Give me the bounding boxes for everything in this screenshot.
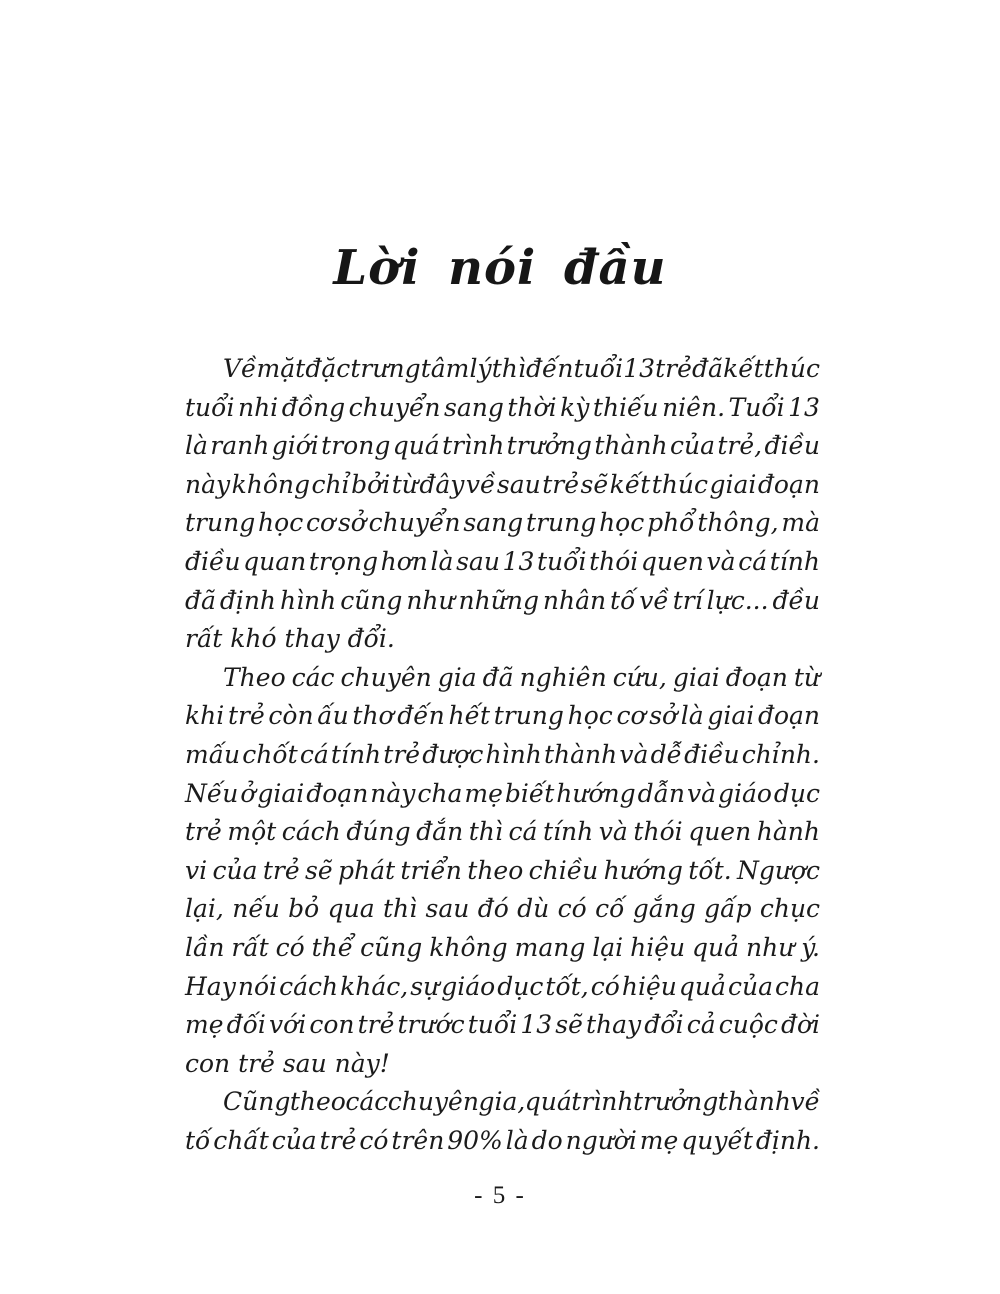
text-line: mẹ đối với con trẻ trước tuổi 13 sẽ thay đổi cả cuộc đời (185, 1010, 821, 1040)
text-line: Về mặt đặc trưng tâm lý thì đến tuổi 13 trẻ đã kết thúc (223, 354, 821, 383)
text-line: Cũng theo các chuyên gia, quá trình trưởng thành về (223, 1087, 820, 1117)
paragraph (185, 1083, 820, 1160)
text-line: Theo các chuyên gia đã nghiên cứu, giai đoạn từ (223, 662, 820, 692)
page-number: - 5 - (474, 1182, 526, 1209)
text-line: trẻ một cách đúng đắn thì cá tính và thói quen hành (185, 817, 821, 847)
text-line: vi của trẻ sẽ phát triển theo chiều hướng tốt. Ngược (185, 855, 821, 885)
text-line: lần rất có thể cũng không mang lại hiệu quả như ý. (185, 932, 821, 962)
text-line: lại, nếu bỏ qua thì sau đó dù có cố gắng gấp chục (185, 894, 821, 924)
paragraph (185, 659, 820, 1084)
page-title: Lời nói đầu (333, 240, 667, 296)
text-line: đã định hình cũng như những nhân tố về trí lực... đều (185, 585, 820, 615)
paragraph (185, 350, 820, 659)
text-line: tố chất của trẻ có trên 90% là do người mẹ quyết định. (185, 1125, 820, 1155)
body-text (185, 350, 820, 1160)
text-line: mấu chốt cá tính trẻ được hình thành và dễ điều chỉnh. (185, 739, 820, 769)
text-line: này không chỉ bởi từ đây về sau trẻ sẽ kết thúc giai đoạn (185, 469, 820, 499)
text-line: Hay nói cách khác, sự giáo dục tốt, có hiệu quả của cha (185, 971, 821, 1001)
text-line: là ranh giới trong quá trình trưởng thành của trẻ, điều (185, 431, 820, 461)
text-line: tuổi nhi đồng chuyển sang thời kỳ thiếu niên. Tuổi 13 (185, 392, 820, 422)
text-line: rất khó thay đổi. (185, 624, 395, 654)
text-line: trung học cơ sở chuyển sang trung học phổ thông, mà (185, 508, 821, 538)
text-line: con trẻ sau này! (185, 1048, 390, 1078)
text-line: điều quan trọng hơn là sau 13 tuổi thói quen và cá tính (185, 546, 820, 576)
text-line: Nếu ở giai đoạn này cha mẹ biết hướng dẫn và giáo dục (185, 778, 821, 808)
text-line: khi trẻ còn ấu thơ đến hết trung học cơ sở là giai đoạn (185, 701, 821, 731)
